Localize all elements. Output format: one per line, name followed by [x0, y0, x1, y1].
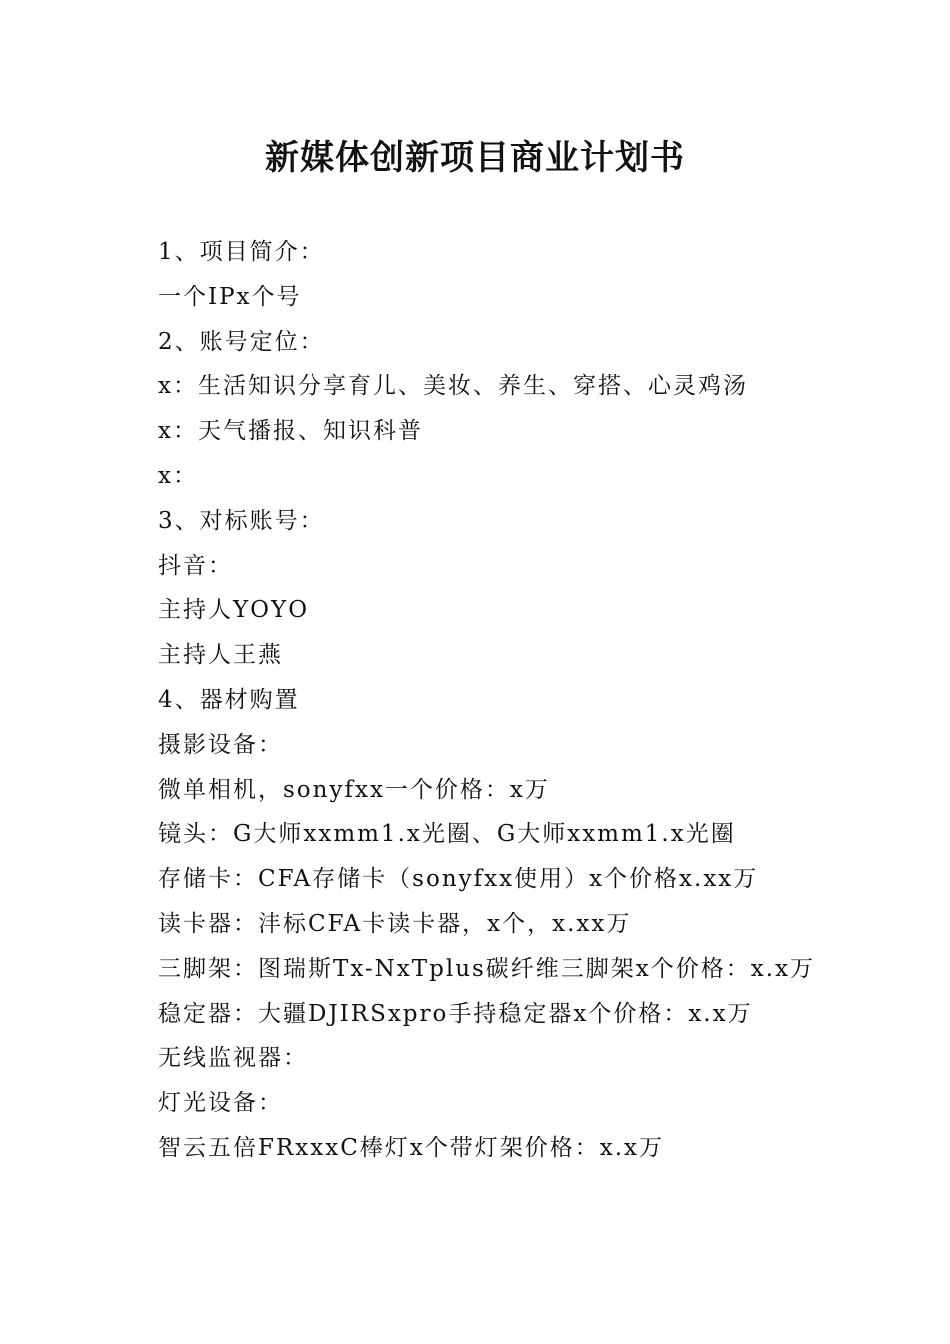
- body-line: 主持人YOYO: [158, 597, 310, 624]
- section-heading: 4、器材购置: [158, 686, 300, 713]
- body-line: 抖音：: [158, 552, 233, 579]
- section-heading: 1、项目简介：: [158, 239, 325, 265]
- body-line: 摄影设备：: [158, 731, 283, 758]
- document-title: 新媒体创新项目商业计划书: [265, 138, 685, 178]
- body-line: 主持人王燕: [158, 642, 283, 669]
- document-body: [158, 230, 878, 1171]
- body-line: 镜头：G大师xxmm1.x光圈、G大师xxmm1.x光圈: [158, 821, 736, 848]
- body-line: 微单相机，sonyfxx一个价格：x万: [158, 776, 550, 803]
- body-line: x：: [158, 462, 198, 489]
- body-line: 智云五倍FRxxxC棒灯x个带灯架价格：x.x万: [158, 1134, 665, 1161]
- body-line: 读卡器：沣标CFA卡读卡器，x个，x.xx万: [158, 910, 632, 937]
- body-line: 存储卡：CFA存储卡（sonyfxx使用）x个价格x.xx万: [158, 866, 759, 893]
- body-line: x：天气播报、知识科普: [158, 418, 423, 445]
- body-line: 三脚架：图瑞斯Tx-NxTplus碳纤维三脚架x个价格：x.x万: [158, 955, 816, 982]
- body-line: 一个IPx个号: [158, 283, 302, 310]
- body-line: 灯光设备：: [158, 1090, 283, 1117]
- section-heading: 3、对标账号：: [158, 507, 325, 534]
- section-heading: 2、账号定位：: [158, 328, 325, 355]
- body-line: 稳定器：大疆DJIRSxpro手持稳定器x个价格：x.x万: [158, 1000, 753, 1027]
- body-line: 无线监视器：: [158, 1045, 308, 1072]
- body-line: x：生活知识分享育儿、美妆、养生、穿搭、心灵鸡汤: [158, 373, 748, 400]
